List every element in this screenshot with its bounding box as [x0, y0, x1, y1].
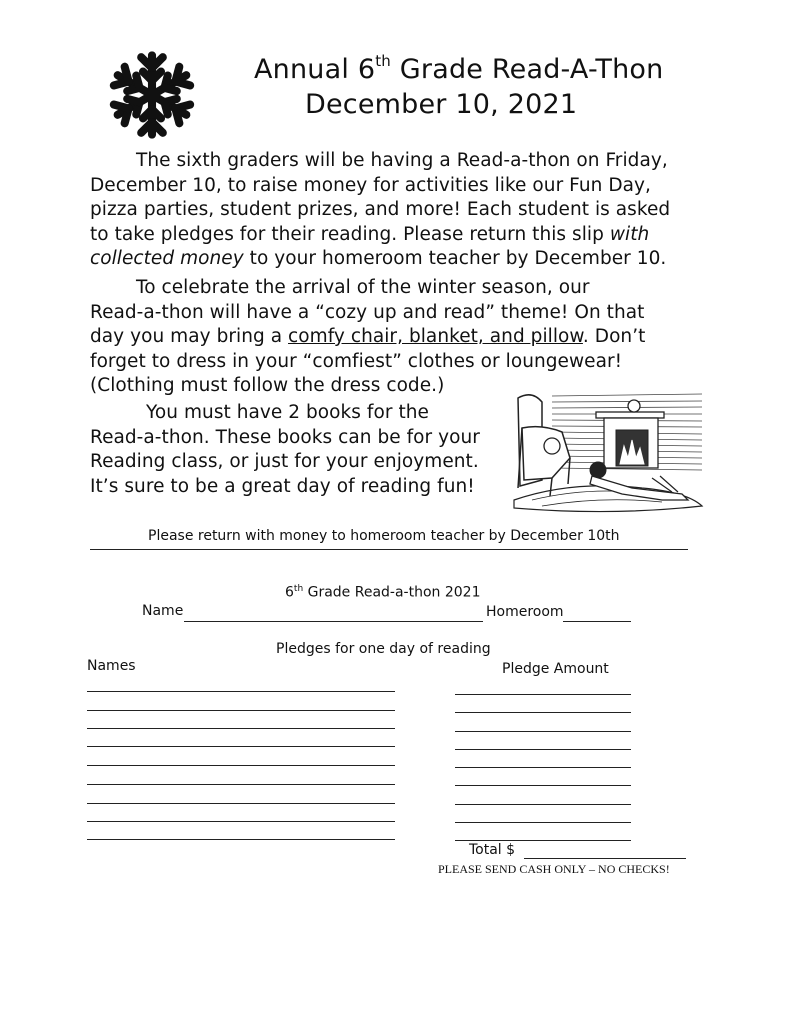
pledge-name-line[interactable] — [87, 710, 395, 711]
pledge-amount-line[interactable] — [455, 840, 631, 841]
pledge-amount-line[interactable] — [455, 822, 631, 823]
total-label: Total $ — [469, 842, 516, 858]
pledge-name-line[interactable] — [87, 803, 395, 804]
event-date: December 10, 2021 — [305, 89, 578, 120]
pledge-name-line[interactable] — [87, 765, 395, 766]
pledge-name-line[interactable] — [87, 839, 395, 840]
pledge-amount-line[interactable] — [455, 804, 631, 805]
pledge-amount-line[interactable] — [455, 767, 631, 768]
pledge-name-line[interactable] — [87, 728, 395, 729]
pledge-name-line[interactable] — [87, 821, 395, 822]
paragraph-theme: To celebrate the arrival of the winter season, our Read-a-thon will have a “cozy up and read” theme! On that day you may bring a comfy chair, blanket, and pillow. Don’t forget to dress in your “comfiest” clothes or loungewear! (Clothing must follow the dress code.) — [90, 277, 646, 396]
pledge-amount-line[interactable] — [455, 785, 631, 786]
cut-line — [90, 549, 688, 550]
total-field[interactable] — [524, 858, 686, 859]
pledge-amount-line[interactable] — [455, 712, 631, 713]
pledge-name-line[interactable] — [87, 784, 395, 785]
homeroom-label: Homeroom — [486, 604, 564, 620]
names-column-header: Names — [87, 658, 136, 674]
cut-line-instruction: Please return with money to homeroom teacher by December 10th — [148, 528, 620, 544]
pledge-amount-column-header: Pledge Amount — [502, 661, 609, 677]
homeroom-field[interactable] — [563, 621, 631, 622]
pledge-amount-line[interactable] — [455, 694, 631, 695]
paragraph-intro: The sixth graders will be having a Read-a-thon on Friday, December 10, to raise money for activities like our Fun Day, pizza parties, student prizes, and more! Each student is asked to take pledges for their reading. Please return this slip with collected money to your homeroom teacher by December 10. — [90, 150, 671, 269]
snowflake-icon — [104, 50, 200, 140]
paragraph-books: You must have 2 books for the Read-a-thon. These books can be for your Reading class, or just for your enjoyment. It’s sure to be a great day of reading fun! — [90, 402, 480, 497]
page-title: Annual 6th Grade Read-A-Thon — [254, 52, 664, 85]
fireplace-reading-illustration — [512, 388, 704, 514]
pledge-name-line[interactable] — [87, 746, 395, 747]
form-heading: 6th Grade Read-a-thon 2021 — [285, 584, 481, 601]
pledge-amount-line[interactable] — [455, 731, 631, 732]
pledges-heading: Pledges for one day of reading — [276, 641, 491, 657]
name-field[interactable] — [184, 621, 483, 622]
cash-only-note: PLEASE SEND CASH ONLY – NO CHECKS! — [438, 862, 670, 876]
pledge-name-line[interactable] — [87, 691, 395, 692]
pledge-amount-line[interactable] — [455, 749, 631, 750]
name-label: Name — [142, 603, 184, 619]
